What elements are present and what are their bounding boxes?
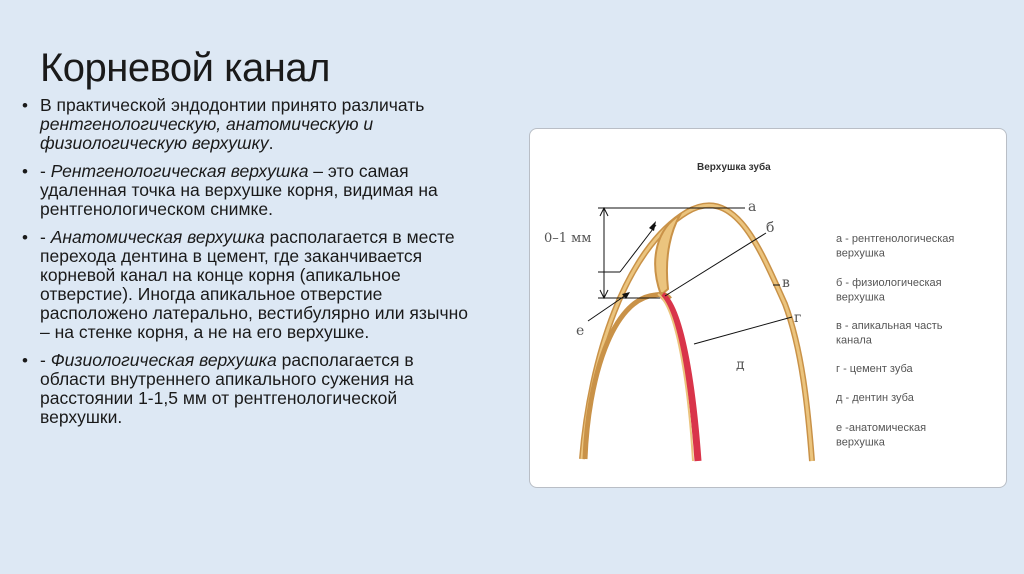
legend-entry-text: верхушка xyxy=(836,436,885,449)
bullet-item xyxy=(20,96,480,153)
dentin-red-wall xyxy=(662,295,698,461)
bullet-marker: • xyxy=(22,228,28,247)
legend-entry-text: е -анатомическая xyxy=(836,422,927,434)
canal-inner-left xyxy=(585,294,670,459)
legend-entry-text: канала xyxy=(836,334,872,347)
figure-card xyxy=(529,128,1007,488)
bullet-text: . xyxy=(268,133,274,153)
bullet-item xyxy=(20,351,480,427)
bullet-item xyxy=(20,162,480,219)
bullet-text: располагается в области внутреннего апикального сужения на расстоянии 1-1,5 мм от рентгенологической верхушки. xyxy=(40,350,414,427)
label-d: д xyxy=(736,357,745,373)
scale-label: 0–1 мм xyxy=(544,231,592,246)
bullet-text: - xyxy=(40,350,51,370)
legend-entry-text: верхушка xyxy=(836,247,885,260)
label-g: г xyxy=(794,310,802,326)
bullet-text-italic: Физиологическая верхушка xyxy=(50,350,277,370)
pointer-g xyxy=(694,317,792,344)
pointer-b xyxy=(665,233,766,296)
cementum-cap xyxy=(655,215,680,295)
label-v: в xyxy=(782,275,790,291)
bullet-text: – это самая удаленная точка на верхушке корня, видимая на рентгенологическом снимке. xyxy=(40,161,438,219)
label-a: а xyxy=(748,199,757,215)
legend-entry-text: а - рентгенологическая xyxy=(836,233,955,245)
tooth-apex-diagram xyxy=(530,129,1007,488)
bullet-text-italic: рентгенологическую, анатомическую и физиологическую верхушку xyxy=(40,114,374,153)
bullet-marker: • xyxy=(22,96,28,115)
slide-title: Корневой канал xyxy=(40,46,330,90)
bullet-marker: • xyxy=(22,351,28,370)
bullet-marker: • xyxy=(22,162,28,181)
bullet-text: располагается в месте перехода дентина в цемент, где заканчивается корневой канал на конце корня (апикальное отверстие). Иногда апикальное отверстие расположено латерально, вестибулярно или язычно – на стенке корня, а не на его верхушке. xyxy=(40,227,468,342)
legend-entry-text: в - апикальная часть xyxy=(836,320,943,332)
bullet-text-italic: Анатомическая верхушка xyxy=(50,227,265,247)
legend-entry-text: г - цемент зуба xyxy=(836,363,913,375)
figure-legend xyxy=(836,233,954,449)
bullet-list xyxy=(20,96,480,436)
legend-entry-text: д - дентин зуба xyxy=(836,392,914,404)
bullet-text: В практической эндодонтии принято различать xyxy=(40,95,425,115)
figure-title: Верхушка зуба xyxy=(697,162,771,173)
bullet-item xyxy=(20,228,480,342)
bullet-text-italic: Рентгенологическая верхушка xyxy=(50,161,309,181)
bullet-text: - xyxy=(40,161,51,181)
label-e: е xyxy=(576,323,585,339)
bullet-text: - xyxy=(40,227,51,247)
label-b: б xyxy=(766,220,775,236)
legend-entry-text: б - физиологическая xyxy=(836,277,942,289)
legend-entry-text: верхушка xyxy=(836,291,885,304)
arrow-to-apex-head xyxy=(649,221,656,231)
